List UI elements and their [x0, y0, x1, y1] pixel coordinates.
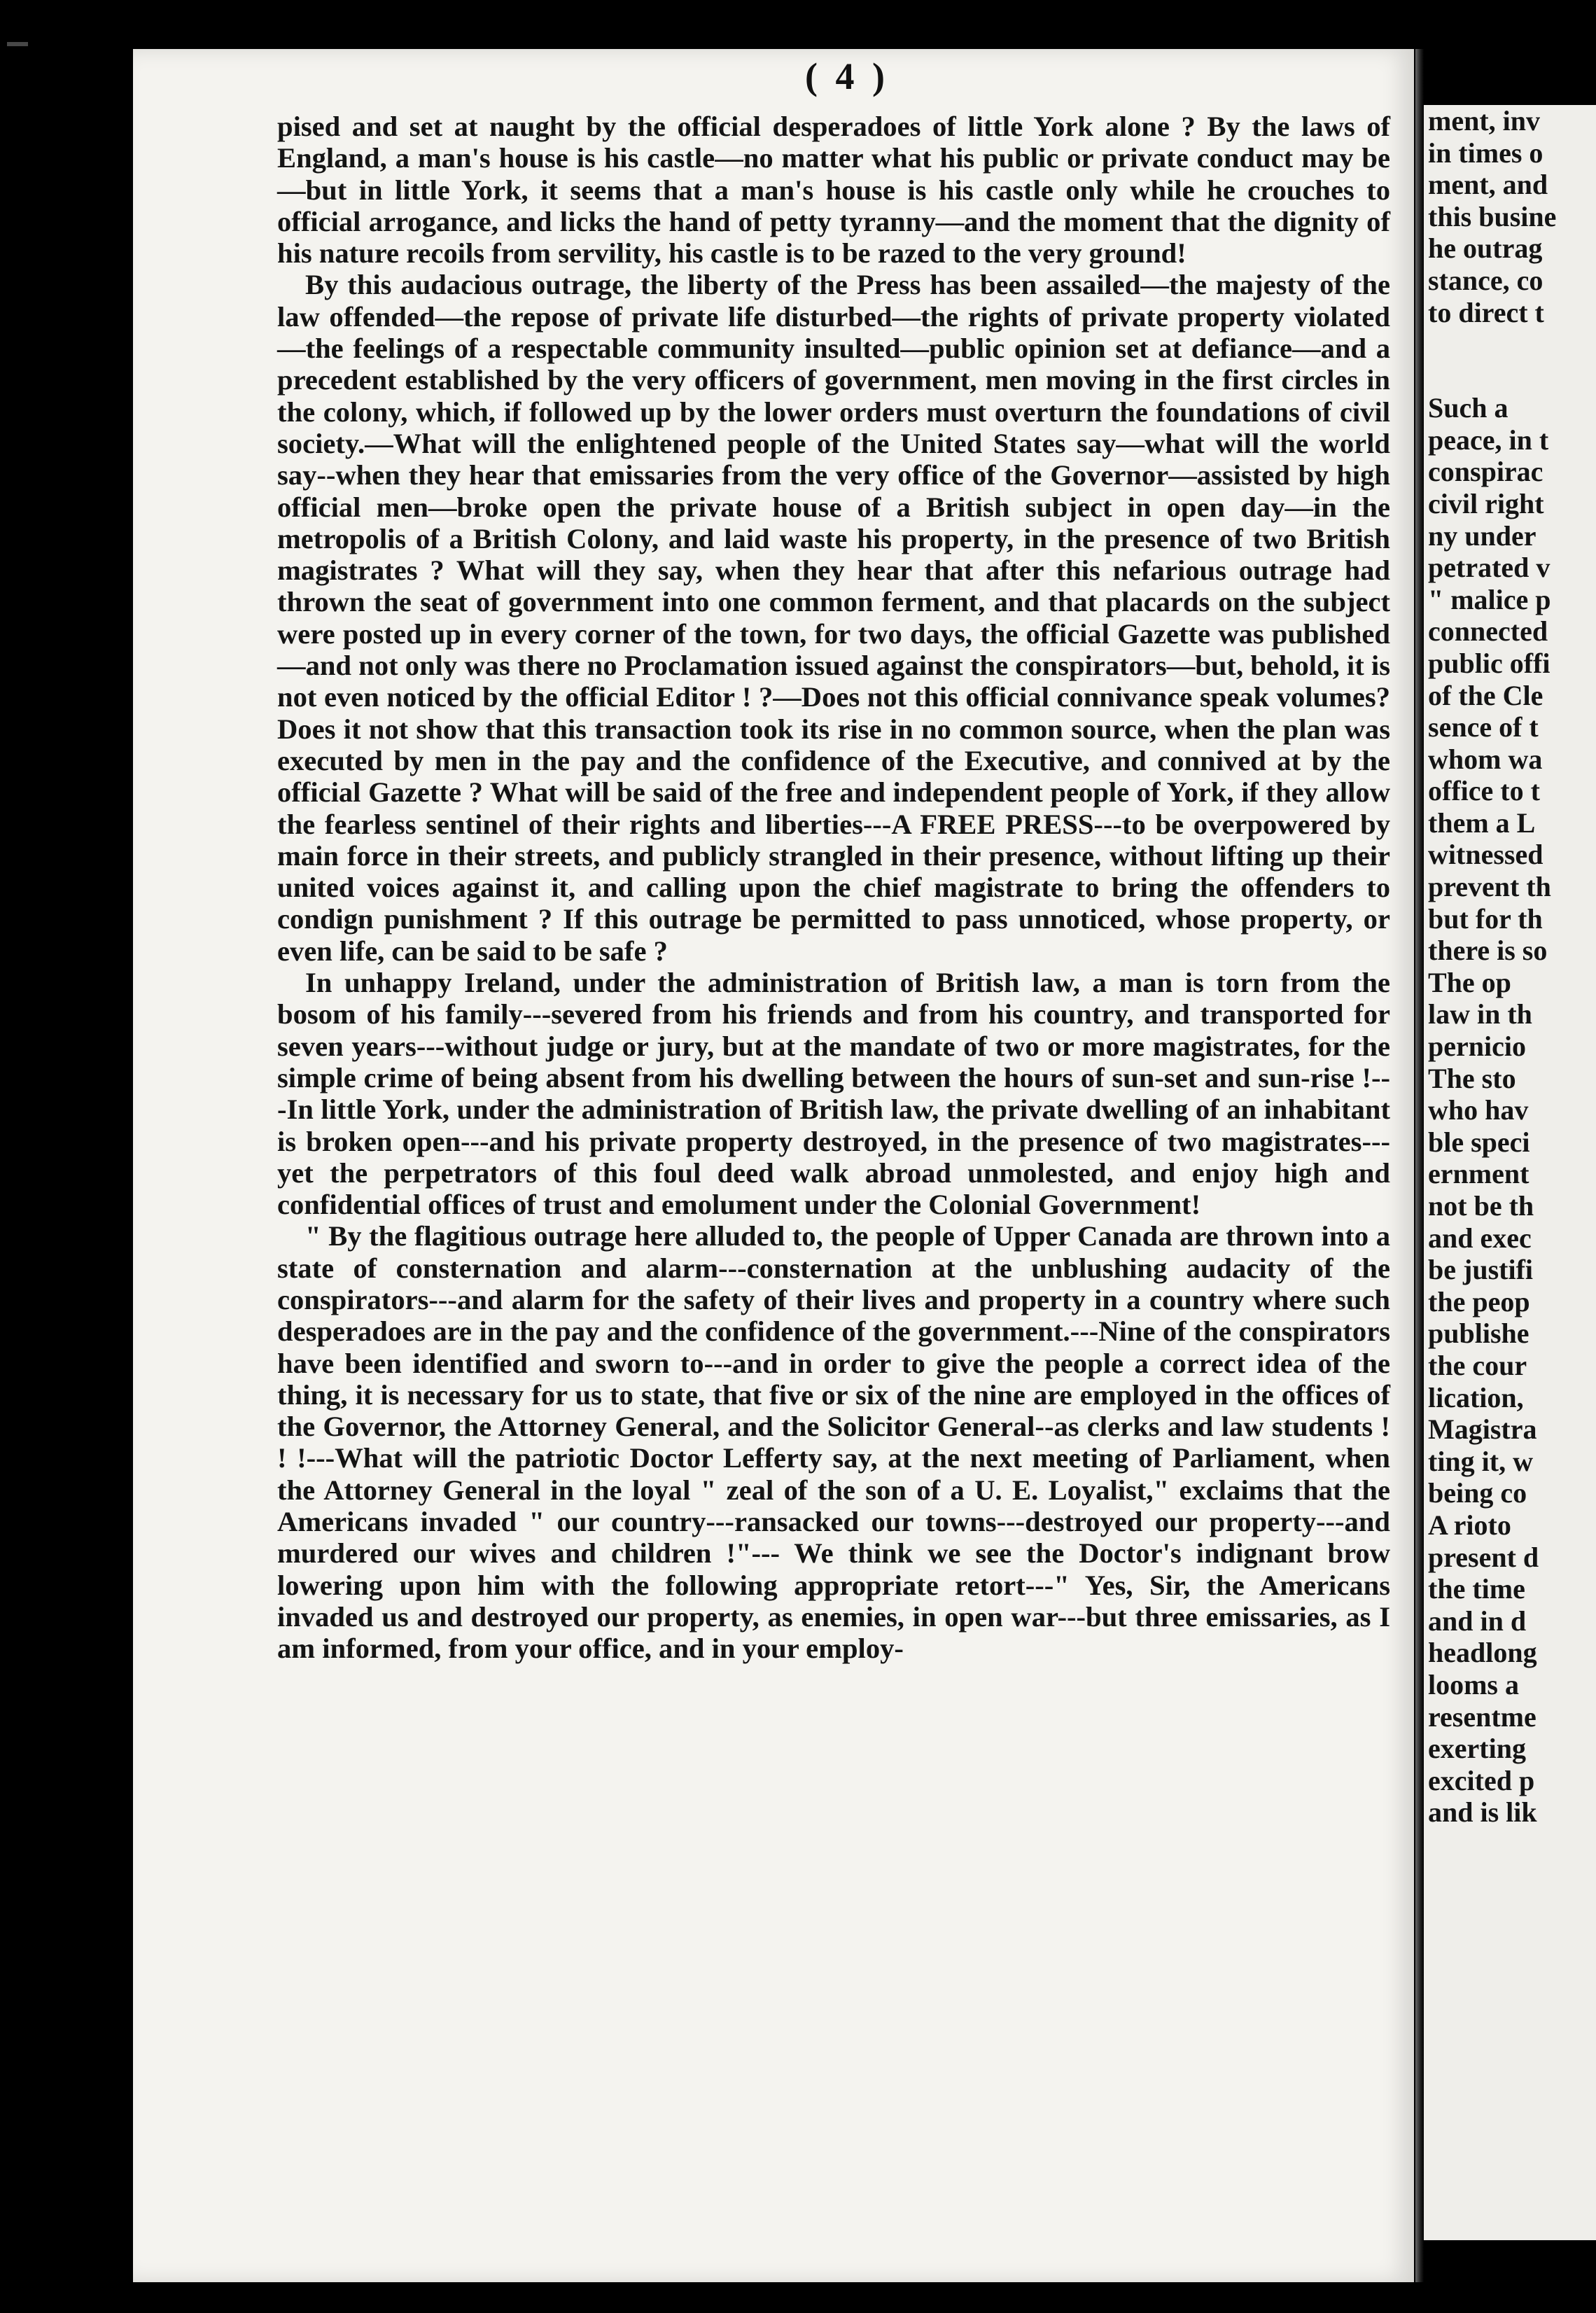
right-column-line: not be th [1428, 1190, 1534, 1222]
right-column-line: peace, in t [1428, 424, 1549, 456]
right-column-line: he outrag [1428, 232, 1543, 265]
left-column-text [277, 111, 1390, 1665]
scan-edge-mark [7, 42, 28, 46]
right-column-line: ting it, w [1428, 1445, 1533, 1477]
right-column-line: the time [1428, 1573, 1525, 1605]
right-column-line: ny under [1428, 519, 1536, 552]
right-column-line: the cour [1428, 1349, 1527, 1381]
right-column-line: Such a [1428, 392, 1508, 424]
right-column-line: present d [1428, 1541, 1539, 1573]
right-column-line: whom wa [1428, 743, 1543, 775]
right-column-line: be justifi [1428, 1254, 1533, 1286]
right-column-line: sence of t [1428, 711, 1539, 743]
right-column-line: witnessed [1428, 839, 1544, 871]
right-column-line: resentme [1428, 1700, 1536, 1733]
right-column-line: The sto [1428, 1062, 1516, 1094]
page-gutter [1415, 49, 1424, 2282]
right-column-line: ment, inv [1428, 105, 1540, 137]
right-column-line: to direct t [1428, 296, 1544, 328]
right-column-line: law in th [1428, 998, 1532, 1030]
right-column-line: this busine [1428, 200, 1557, 232]
column-gap [1428, 328, 1596, 392]
right-column-line: stance, co [1428, 264, 1544, 296]
right-column-line: ble speci [1428, 1126, 1530, 1158]
right-column-line: but for th [1428, 902, 1543, 935]
right-column-line: who hav [1428, 1094, 1529, 1126]
right-column-line: exerting [1428, 1733, 1526, 1765]
right-column-line: " malice p [1428, 583, 1551, 615]
paragraph: In unhappy Ireland, under the administration of British law, a man is torn from the bosom of his family---severed from his friends and from his country, and transported for seven years---without judge or jury, but at the mandate of two or more magistrates, for the simple crime of being absent from his dwelling between the hours of sun-set and sun-rise !---In little York, under the administration of British law, the private dwelling of an inhabitant is broken open---and his private property destroyed, in the presence of two magistrates---yet the perpetrators of this foul deed walk abroad unmolested, and enjoy high and confidential offices of trust and emolument under the Colonial Government! [277, 967, 1390, 1221]
right-column-text [1428, 105, 1596, 1829]
right-column-line: and is lik [1428, 1796, 1537, 1829]
right-column-line: prevent th [1428, 871, 1551, 903]
right-column-line: excited p [1428, 1764, 1535, 1796]
right-column-line: connected [1428, 615, 1548, 648]
right-column-line: The op [1428, 966, 1511, 998]
right-column-line: looms a [1428, 1668, 1519, 1700]
right-column-line: being co [1428, 1477, 1527, 1509]
page-number: ( 4 ) [805, 55, 889, 97]
right-column-line: lication, [1428, 1381, 1524, 1413]
right-column-line: of the Cle [1428, 679, 1544, 711]
paragraph: " By the flagitious outrage here alluded to, the people of Upper Canada are thrown into a state of consternation and alarm---consternation at the unblushing audacity of the conspirators---and alarm for the safety of their lives and property in a country where such desperadoes are in the pay and the confidence of the government.---Nine of the conspirators have been identified and sworn to---and in order to give the people a correct idea of the thing, it is necessary for us to state, that five or six of the nine are employed in the offices of the Governor, the Attorney General, and the Solicitor General--as clerks and law students ! ! !---What will the patriotic Doctor Lefferty say, at the next meeting of Parliament, when the Attorney General in the loyal " zeal of the son of a U. E. Loyalist," exclaims that the Americans invaded " our country---ransacked our towns---destroyed our property---and murdered our wives and children !"--- We think we see the Doctor's indignant brow lowering upon him with the following appropriate retort---" Yes, Sir, the Americans invaded us and destroyed our property, as enemies, in open war---but three emissaries, as I am informed, from your office, and in your employ- [277, 1220, 1390, 1665]
right-column-line: them a L [1428, 806, 1536, 839]
right-column-line: and exec [1428, 1222, 1532, 1254]
right-column-line: in times o [1428, 137, 1544, 169]
right-column-line: A rioto [1428, 1509, 1511, 1541]
right-column-line: ment, and [1428, 169, 1548, 201]
right-column-line: civil right [1428, 487, 1544, 519]
right-column-line: ernment [1428, 1158, 1530, 1190]
right-column-line: public offi [1428, 647, 1550, 679]
right-column-line: conspirac [1428, 456, 1544, 488]
right-column-line: pernicio [1428, 1030, 1526, 1063]
right-column-line: publishe [1428, 1318, 1530, 1350]
right-column-line: Magistra [1428, 1413, 1537, 1446]
right-column-line: headlong [1428, 1637, 1537, 1669]
right-column-line: the peop [1428, 1285, 1530, 1318]
right-column-line: there is so [1428, 935, 1548, 967]
right-column-line: petrated v [1428, 552, 1550, 584]
right-column-line: and in d [1428, 1605, 1527, 1637]
paragraph: By this audacious outrage, the liberty of the Press has been assailed—the majesty of the law offended—the repose of private life disturbed—the rights of private property violated—the feelings of a respectable community insulted—public opinion set at defiance—and a precedent established by the very officers of government, men moving in the first circles in the colony, which, if followed up by the lower orders must overturn the foundations of civil society.—What will the enlightened people of the United States say—what will the world say--when they hear that emissaries from the very office of the Governor—assisted by high official men—broke open the private house of a British subject in open day—in the metropolis of a British Colony, and laid waste his property, in the presence of two British magistrates ? What will they say, when they hear that after this nefarious outrage had thrown the seat of government into one common ferment, and that placards on the subject were posted up in every corner of the town, for two days, the official Gazette was published—and not only was there no Proclamation issued against the conspirators—but, behold, it is not even noticed by the official Editor ! ?—Does not this official connivance speak volumes? Does it not show that this transaction took its rise in no common source, when the plan was executed by men in the pay and the confidence of the Executive, and connived at by the official Gazette ? What will be said of the free and independent people of York, if they allow the fearless sentinel of their rights and liberties---A FREE PRESS---to be overpowered by main force in their streets, and publicly strangled in their presence, without lifting up their united voices against it, and calling upon the chief magistrate to bring the offenders to condign punishment ? If this outrage be permitted to pass unnoticed, whose property, or even life, can be said to be safe ? [277, 269, 1390, 967]
paragraph: pised and set at naught by the official desperadoes of little York alone ? By the laws of England, a man's house is his castle—no matter what his public or private conduct may be—but in little York, it seems that a man's house is his castle only while he crouches to official arrogance, and licks the hand of petty tyranny—and the moment that the dignity of his nature recoils from servility, his castle is to be razed to the very ground! [277, 111, 1390, 270]
right-column-line: office to t [1428, 775, 1540, 807]
